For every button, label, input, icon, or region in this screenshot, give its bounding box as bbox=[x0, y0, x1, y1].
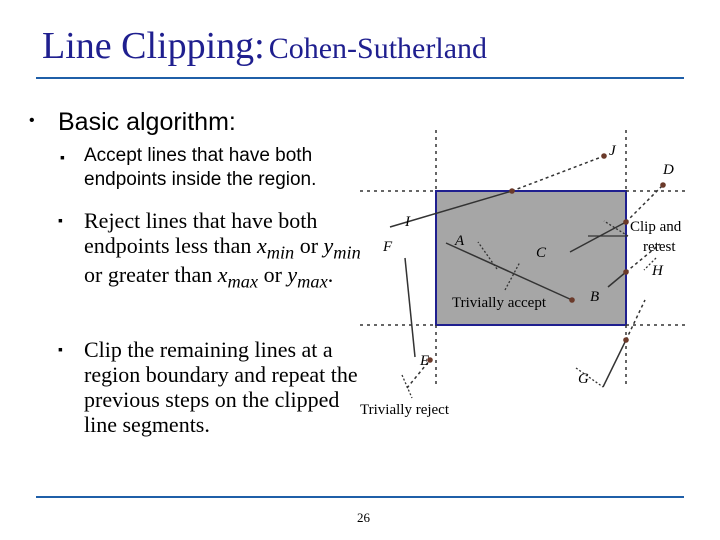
item-accept: Accept lines that have both endpoints inside the region. bbox=[84, 145, 317, 190]
bottom-divider bbox=[36, 496, 684, 498]
caption-clip-retest-1: Clip and bbox=[630, 219, 682, 235]
caption-clip-retest-2: retest bbox=[643, 239, 676, 255]
label-e: E bbox=[420, 353, 430, 369]
caption-trivially-accept: Trivially accept bbox=[452, 295, 547, 311]
label-a: A bbox=[455, 233, 465, 249]
sub-bullet-marker: ▪ bbox=[58, 341, 63, 357]
bullet-marker: • bbox=[29, 112, 35, 129]
label-b: B bbox=[590, 289, 600, 305]
title-sub: Cohen-Sutherland bbox=[268, 32, 488, 65]
label-d: D bbox=[663, 162, 674, 178]
caption-trivially-reject: Trivially reject bbox=[360, 402, 450, 418]
label-i: I bbox=[405, 214, 410, 230]
bullet-heading: Basic algorithm: bbox=[58, 108, 236, 136]
label-f: F bbox=[383, 239, 393, 255]
sub-bullet-marker: ▪ bbox=[58, 212, 63, 228]
title-main: Line Clipping: bbox=[42, 25, 265, 67]
label-h: H bbox=[652, 263, 663, 279]
item-clip: Clip the remaining lines at a region boundary and repeat the previous steps on the clipped line segments. bbox=[84, 337, 358, 437]
label-c: C bbox=[536, 245, 547, 261]
label-j: J bbox=[609, 143, 616, 159]
sub-bullet-marker: ▪ bbox=[60, 149, 65, 165]
item-reject: Reject lines that have both endpoints less than $x_{min}$ or $y_{min}$ or greater than $x_{max}$ or $y_{max}$. bbox=[84, 208, 361, 292]
page-number: 26 bbox=[357, 510, 370, 525]
label-g: G bbox=[578, 371, 589, 387]
